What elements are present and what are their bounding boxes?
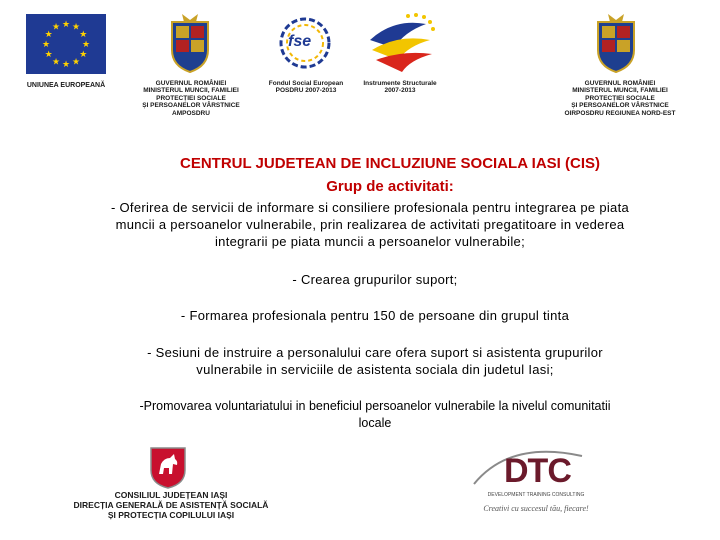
dtc-logo-text: DTC [504,452,571,490]
eu-star-icon: ★ [71,56,81,67]
eu-caption: UNIUNEA EUROPEANĂ [26,82,106,89]
eu-flag-icon [26,14,106,74]
romania-coat-of-arms-icon [168,12,212,74]
eu-star-icon: ★ [61,19,71,29]
eu-star-icon: ★ [71,21,81,32]
eu-star-icon: ★ [51,56,61,67]
eu-star-icon: ★ [44,29,53,39]
dtc-slogan: Creativi cu succesul tău, fiecare! [483,504,589,513]
activity-item-2: - Crearea grupurilor suport; [292,272,458,287]
gov-right-caption: GUVERNUL ROMÂNIEI MINISTERUL MUNCII, FAMILIEI PROTECȚIEI SOCIALE ȘI PERSOANELOR VÂRSTNICE OIRPOSDRU REGIUNEA NORD-EST [564,80,676,117]
fse-logo-text: fse [288,33,312,50]
eu-star-icon: ★ [41,39,51,49]
activity-item-1: - Oferirea de servicii de informare si consiliere profesionala pentru integrarea pe piata muncii a persoanelor vulnerabile, prin realizarea de activitati pregatitoare in vederea integrarii pe piata muncii a persoanelor vulnerabile; [110,200,630,249]
cjiasi-logo [148,444,188,490]
fse-logo [276,14,334,72]
activity-item-3: - Formarea profesionala pentru 150 de persoane din grupul tinta [180,308,570,323]
dtc-tagline: DEVELOPMENT TRAINING CONSULTING [487,492,585,498]
dtc-logo [470,446,590,490]
page-subtitle: Grup de activitati: [326,178,454,195]
eu-star-icon: ★ [79,49,88,59]
eu-star-icon: ★ [51,21,61,32]
eu-logo [26,14,106,74]
instrumente-structurale-logo [364,10,438,76]
gov-left-logo [168,12,212,74]
page-title: CENTRUL JUDETEAN DE INCLUZIUNE SOCIALA IASI (CIS) [179,155,600,172]
eu-star-icon: ★ [81,39,91,49]
instrumente-caption: Instrumente Structurale 2007-2013 [363,80,437,95]
eu-star-icon: ★ [79,29,88,39]
romania-coat-of-arms-icon [594,12,638,74]
eu-star-icon: ★ [44,49,53,59]
gov-right-logo [594,12,638,74]
gov-left-caption: GUVERNUL ROMÂNIEI MINISTERUL MUNCII, FAMILIEI PROTECȚIEI SOCIALE ȘI PERSOANELOR VÂRSTNICE AMPOSDRU [142,80,240,117]
structural-instruments-icon [364,10,438,76]
activity-item-5: -Promovarea voluntariatului in beneficiul persoanelor vulnerabile la nivelul comunitatii locale [139,399,611,430]
activity-item-4: - Sesiuni de instruire a personalului care ofera suport si asistenta grupurilor vulnerabile in serviciile de asistenta sociala din judetul Iasi; [147,345,603,377]
eu-star-icon: ★ [61,59,71,69]
cjiasi-caption: CONSILIUL JUDEȚEAN IAȘI DIRECȚIA GENERALĂ DE ASISTENȚĂ SOCIALĂ ȘI PROTECȚIA COPILULUI IAȘI [73,490,269,520]
fse-caption: Fondul Social European POSDRU 2007-2013 [268,80,344,95]
horse-shield-icon [148,444,188,490]
